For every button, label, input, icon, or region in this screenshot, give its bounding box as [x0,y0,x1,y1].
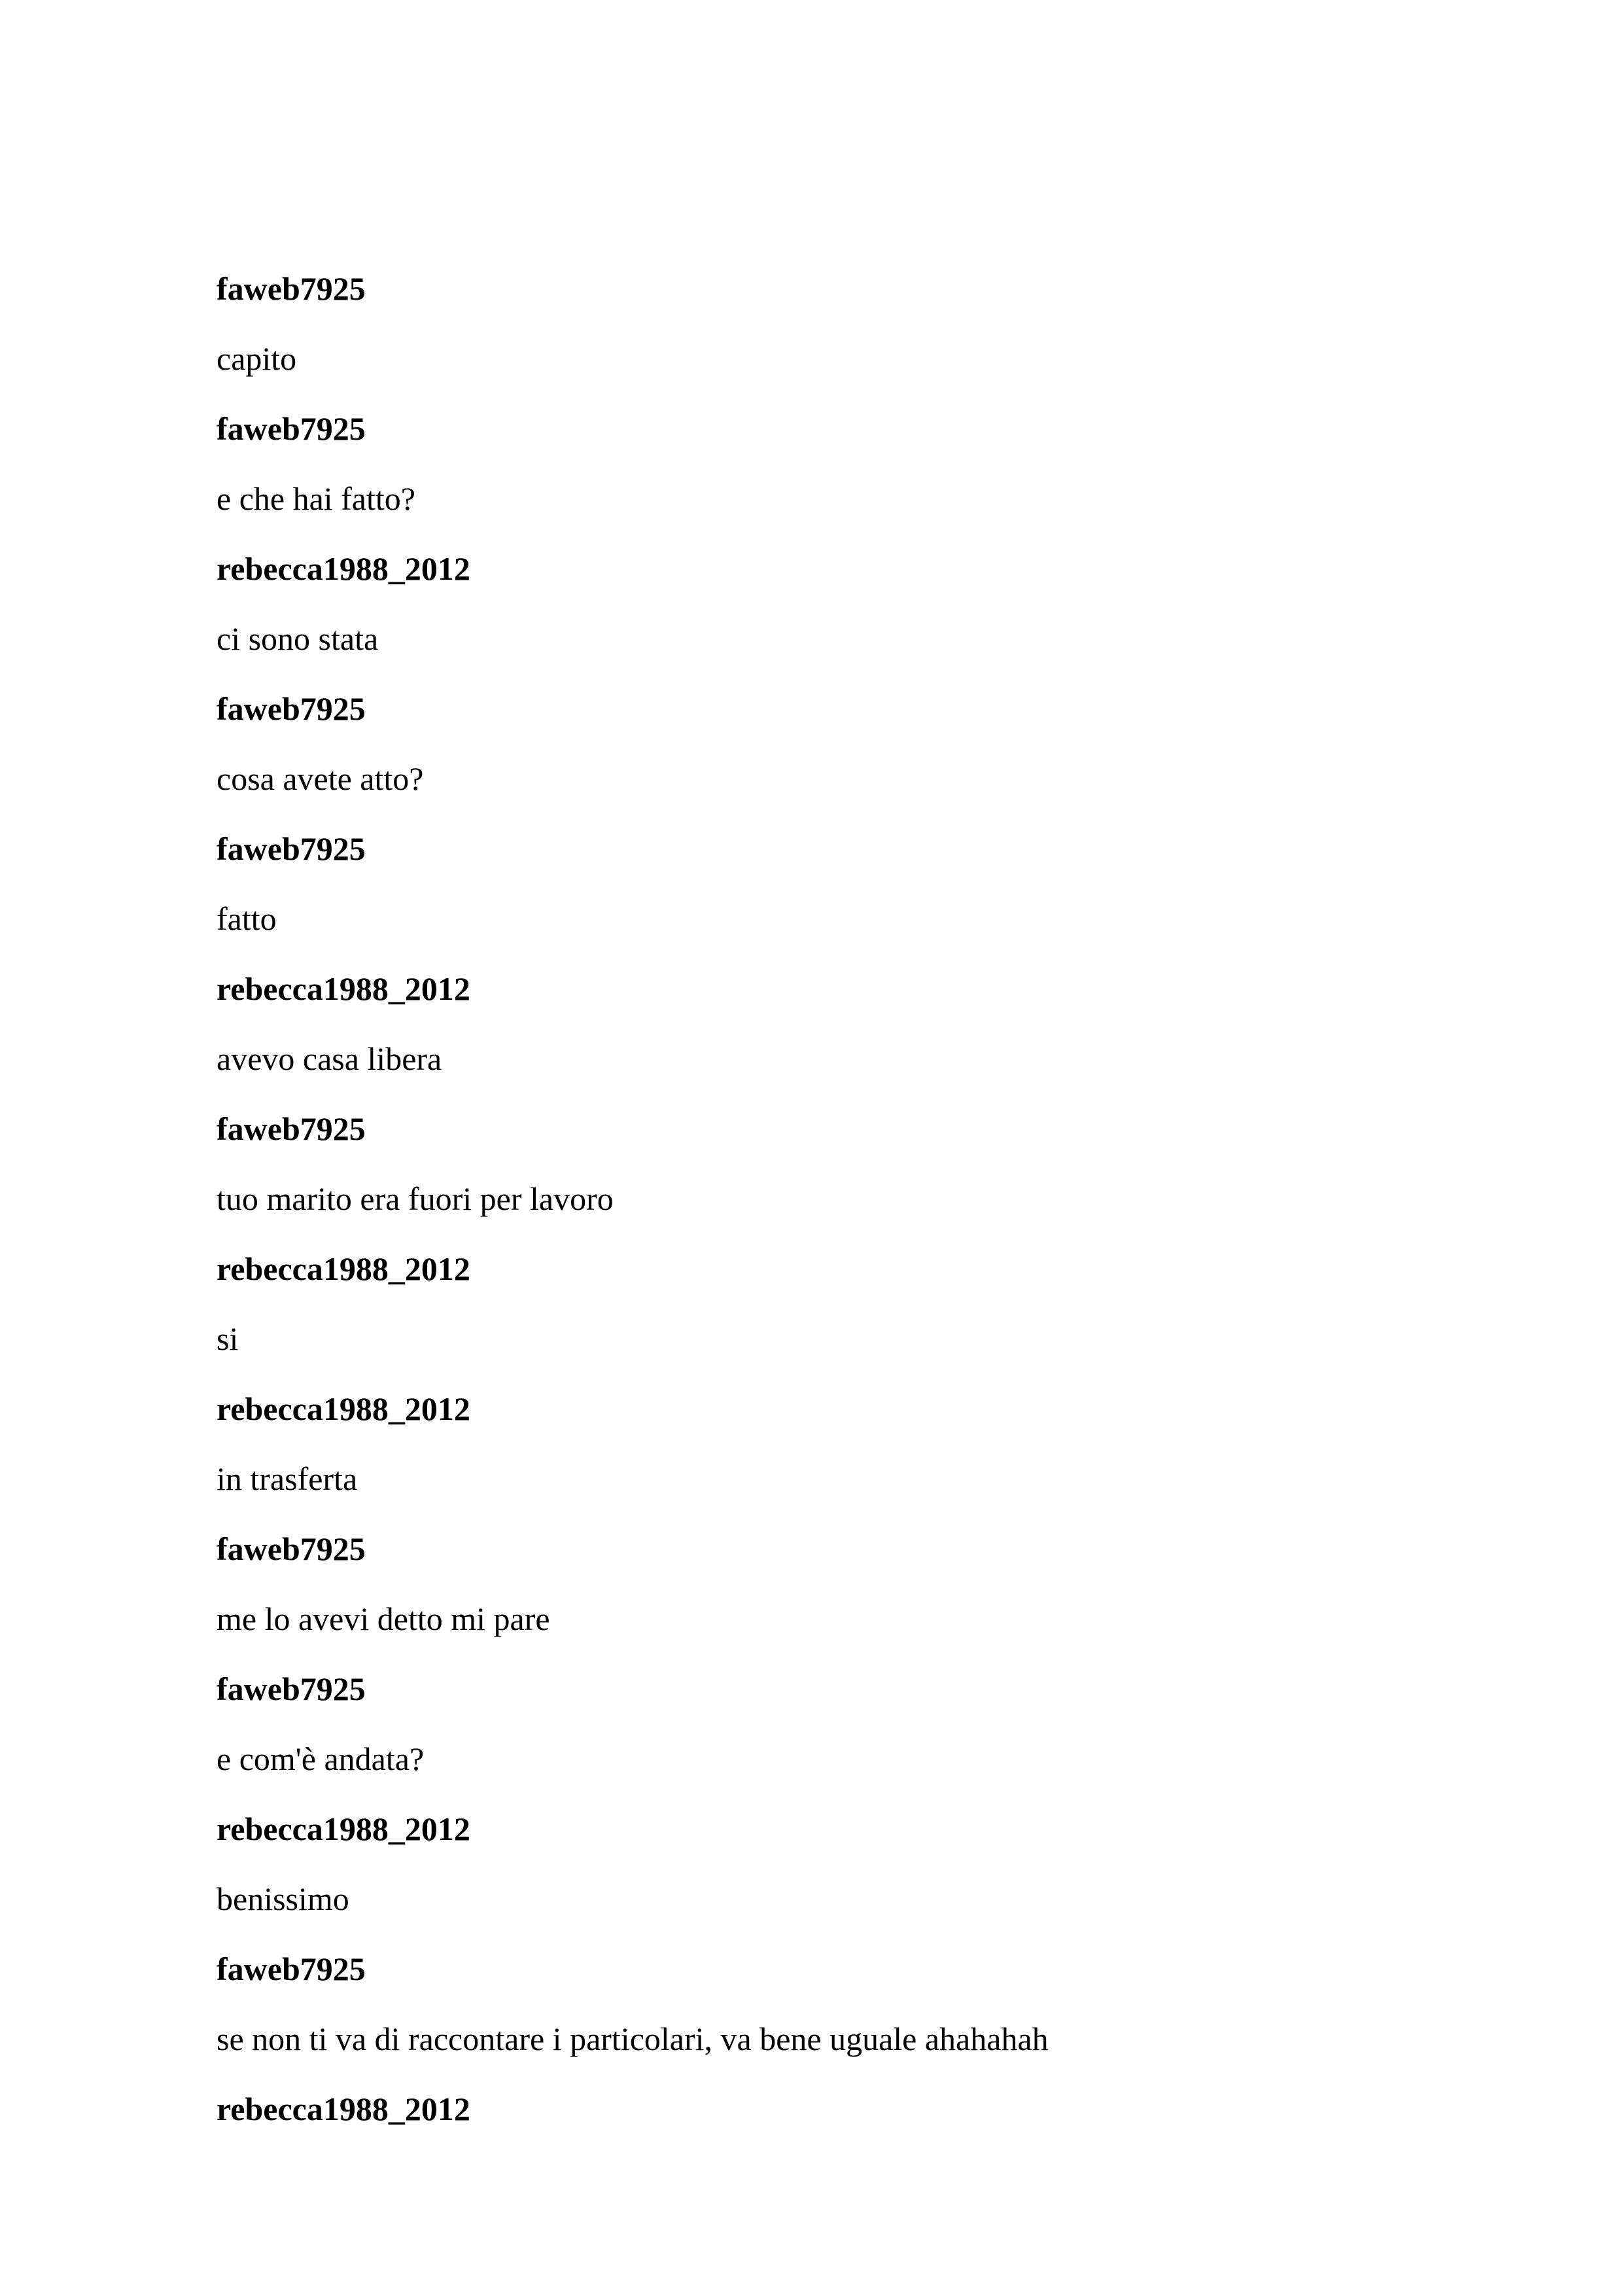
chat-username-line: faweb7925 [217,690,366,727]
chat-username-line: faweb7925 [217,1110,366,1147]
chat-message-line: e com'è andata? [217,1740,425,1777]
chat-message-line: tuo marito era fuori per lavoro [217,1180,614,1217]
chat-message-line: e che hai fatto? [217,480,415,517]
chat-message-line: benissimo [217,1881,349,1917]
chat-username-line: faweb7925 [217,1951,366,1987]
chat-username-line: rebecca1988_2012 [217,1390,470,1427]
chat-message-line: se non ti va di raccontare i particolari, va bene uguale ahahahah [217,2021,1049,2057]
chat-username-line: rebecca1988_2012 [217,1810,470,1847]
chat-message-line: me lo avevi detto mi pare [217,1600,550,1637]
chat-username-line: rebecca1988_2012 [217,970,470,1007]
chat-username-line: faweb7925 [217,830,366,867]
chat-message-line: ci sono stata [217,620,379,657]
chat-username-line: rebecca1988_2012 [217,550,470,587]
chat-username-line: faweb7925 [217,270,366,307]
chat-username-line: faweb7925 [217,1530,366,1567]
chat-message-line: cosa avete atto? [217,760,424,797]
chat-username-line: rebecca1988_2012 [217,1250,470,1287]
chat-transcript [217,272,1584,2163]
chat-username-line: faweb7925 [217,410,366,447]
chat-message-line: fatto [217,900,277,937]
chat-message-line: in trasferta [217,1460,358,1497]
chat-username-line: rebecca1988_2012 [217,2091,470,2127]
chat-message-line: capito [217,340,297,377]
chat-username-line: faweb7925 [217,1670,366,1707]
chat-message-line: si [217,1320,239,1357]
chat-message-line: avevo casa libera [217,1040,442,1077]
